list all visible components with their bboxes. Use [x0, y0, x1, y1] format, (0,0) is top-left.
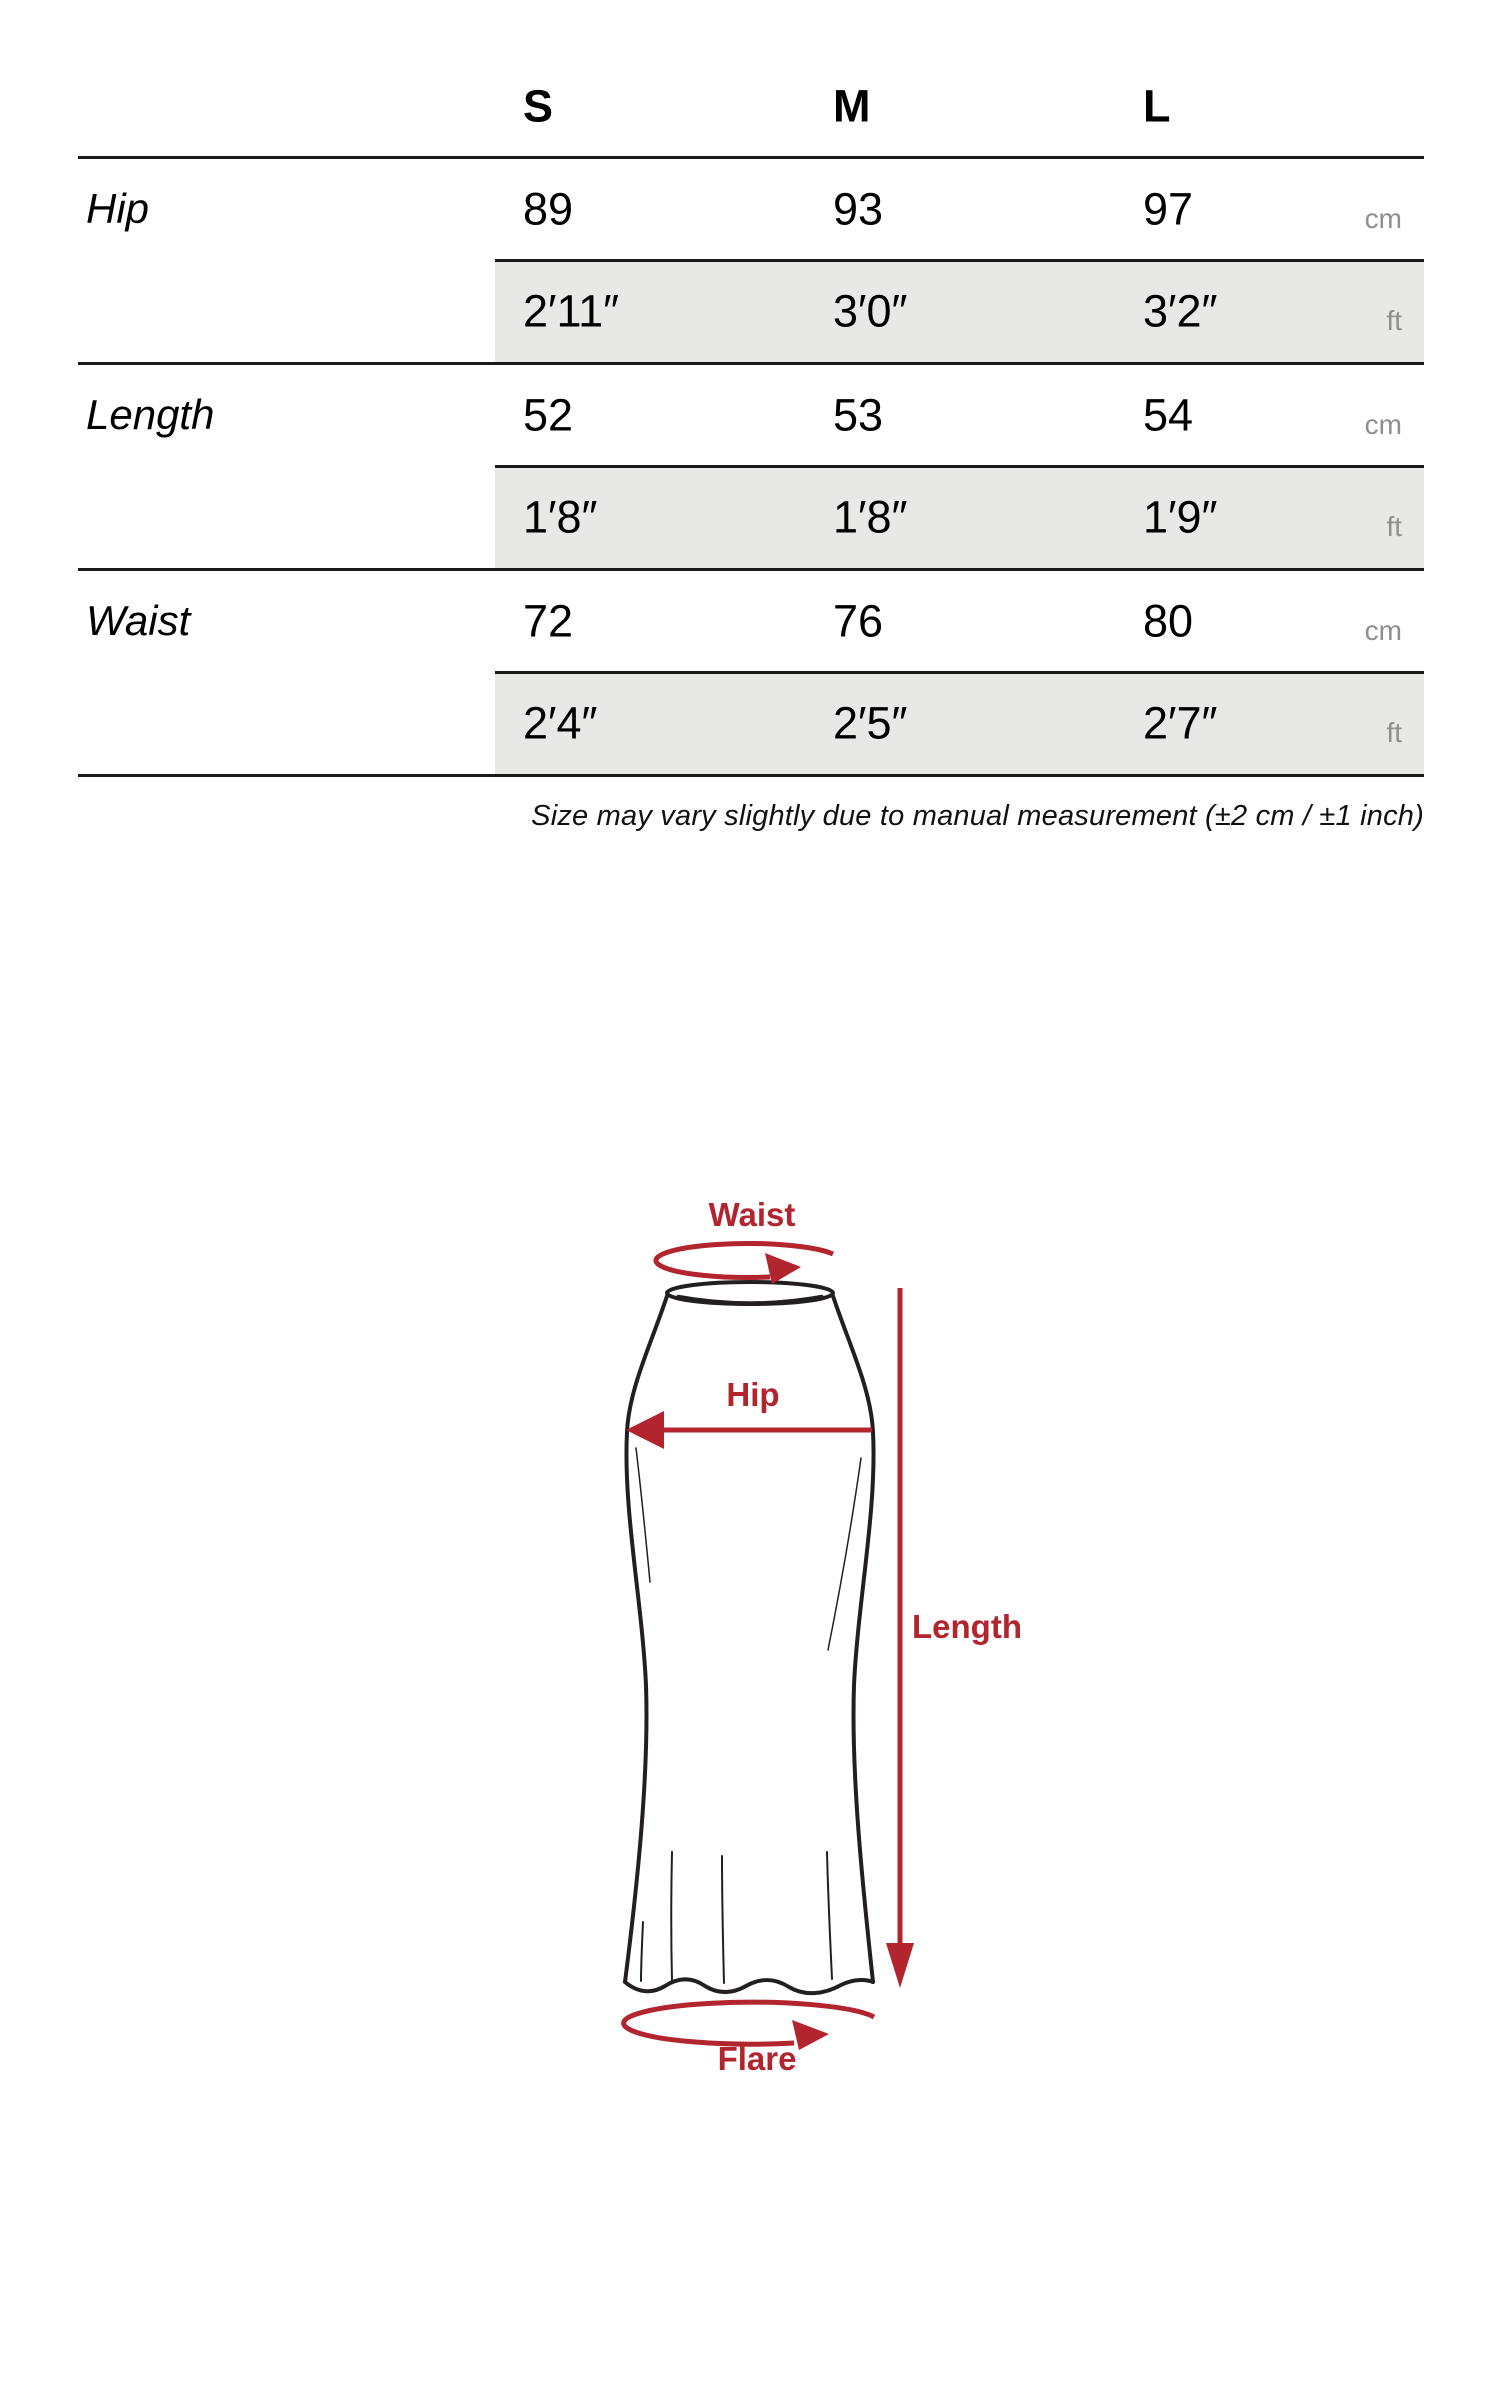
row-waist-cm — [78, 571, 1424, 671]
skirt-fold-line — [827, 1852, 832, 1979]
skirt-fold-line — [641, 1922, 643, 1981]
measurement-annotations — [624, 1243, 914, 2050]
value-length-s-ft: 1′8″ — [523, 491, 598, 542]
size-column-header-l: L — [1143, 80, 1171, 131]
value-hip-m-ft: 3′0″ — [833, 285, 908, 336]
unit-ft-label: ft — [1386, 304, 1402, 336]
value-waist-m-ft: 2′5″ — [833, 697, 908, 748]
skirt-diagram — [560, 1180, 1100, 2120]
value-length-l-cm: 54 — [1143, 389, 1194, 441]
unit-ft-label: ft — [1386, 510, 1402, 542]
skirt-fold-line — [722, 1856, 724, 1983]
value-length-s-cm: 52 — [523, 389, 574, 441]
row-label-waist: Waist — [86, 597, 191, 644]
skirt-waistband — [667, 1282, 833, 1304]
waist-circumference-arrow — [656, 1243, 833, 1277]
unit-cm-label: cm — [1364, 615, 1402, 646]
size-table — [78, 55, 1424, 833]
value-hip-m-cm: 93 — [833, 183, 884, 235]
skirt-hem — [625, 1979, 873, 1993]
value-length-l-ft: 1′9″ — [1143, 491, 1218, 542]
value-length-m-cm: 53 — [833, 389, 884, 441]
skirt-diagram-svg — [560, 1180, 1100, 2120]
value-hip-l-ft: 3′2″ — [1143, 285, 1218, 336]
skirt-right-edge — [833, 1296, 874, 1982]
skirt-fold-line — [671, 1852, 672, 1981]
hip-arrowhead-icon — [626, 1411, 664, 1449]
row-label-length: Length — [86, 391, 215, 438]
row-label-hip: Hip — [86, 185, 150, 232]
size-table-header-row — [78, 55, 1424, 156]
imperial-band — [495, 671, 1424, 774]
skirt-left-edge — [625, 1296, 667, 1982]
flare-label: Flare — [717, 2040, 797, 2077]
value-hip-s-ft: 2′11″ — [523, 285, 620, 336]
row-waist-ft — [78, 671, 1424, 774]
row-length-ft — [78, 465, 1424, 568]
value-hip-s-cm: 89 — [523, 183, 574, 235]
value-waist-m-cm: 76 — [833, 595, 884, 647]
flare-arrowhead-icon — [792, 2020, 829, 2050]
row-hip-cm — [78, 159, 1424, 259]
value-waist-s-ft: 2′4″ — [523, 697, 598, 748]
unit-cm-label: cm — [1364, 203, 1402, 234]
row-length-cm — [78, 365, 1424, 465]
measurement-note: Size may vary slightly due to manual measurement (±2 cm / ±1 inch) — [531, 800, 1424, 832]
flare-circumference-arrow — [624, 2002, 874, 2044]
value-waist-l-ft: 2′7″ — [1143, 697, 1218, 748]
size-column-header-m: M — [833, 80, 871, 131]
value-hip-l-cm: 97 — [1143, 183, 1194, 235]
imperial-band — [495, 465, 1424, 568]
size-column-header-s: S — [523, 80, 554, 131]
imperial-band — [495, 259, 1424, 362]
waist-label: Waist — [708, 1196, 796, 1233]
table-border-bottom — [78, 774, 1424, 777]
unit-ft-label: ft — [1386, 716, 1402, 748]
value-waist-l-cm: 80 — [1143, 595, 1194, 647]
value-length-m-ft: 1′8″ — [833, 491, 908, 542]
row-hip-ft — [78, 259, 1424, 362]
length-label: Length — [912, 1608, 1022, 1645]
length-arrowhead-icon — [886, 1943, 914, 1988]
hip-label: Hip — [726, 1376, 780, 1413]
unit-cm-label: cm — [1364, 409, 1402, 440]
waist-arrowhead-icon — [765, 1253, 801, 1284]
skirt-drape-line-right — [828, 1458, 861, 1650]
value-waist-s-cm: 72 — [523, 595, 574, 647]
skirt-drape-line-left — [636, 1448, 650, 1582]
